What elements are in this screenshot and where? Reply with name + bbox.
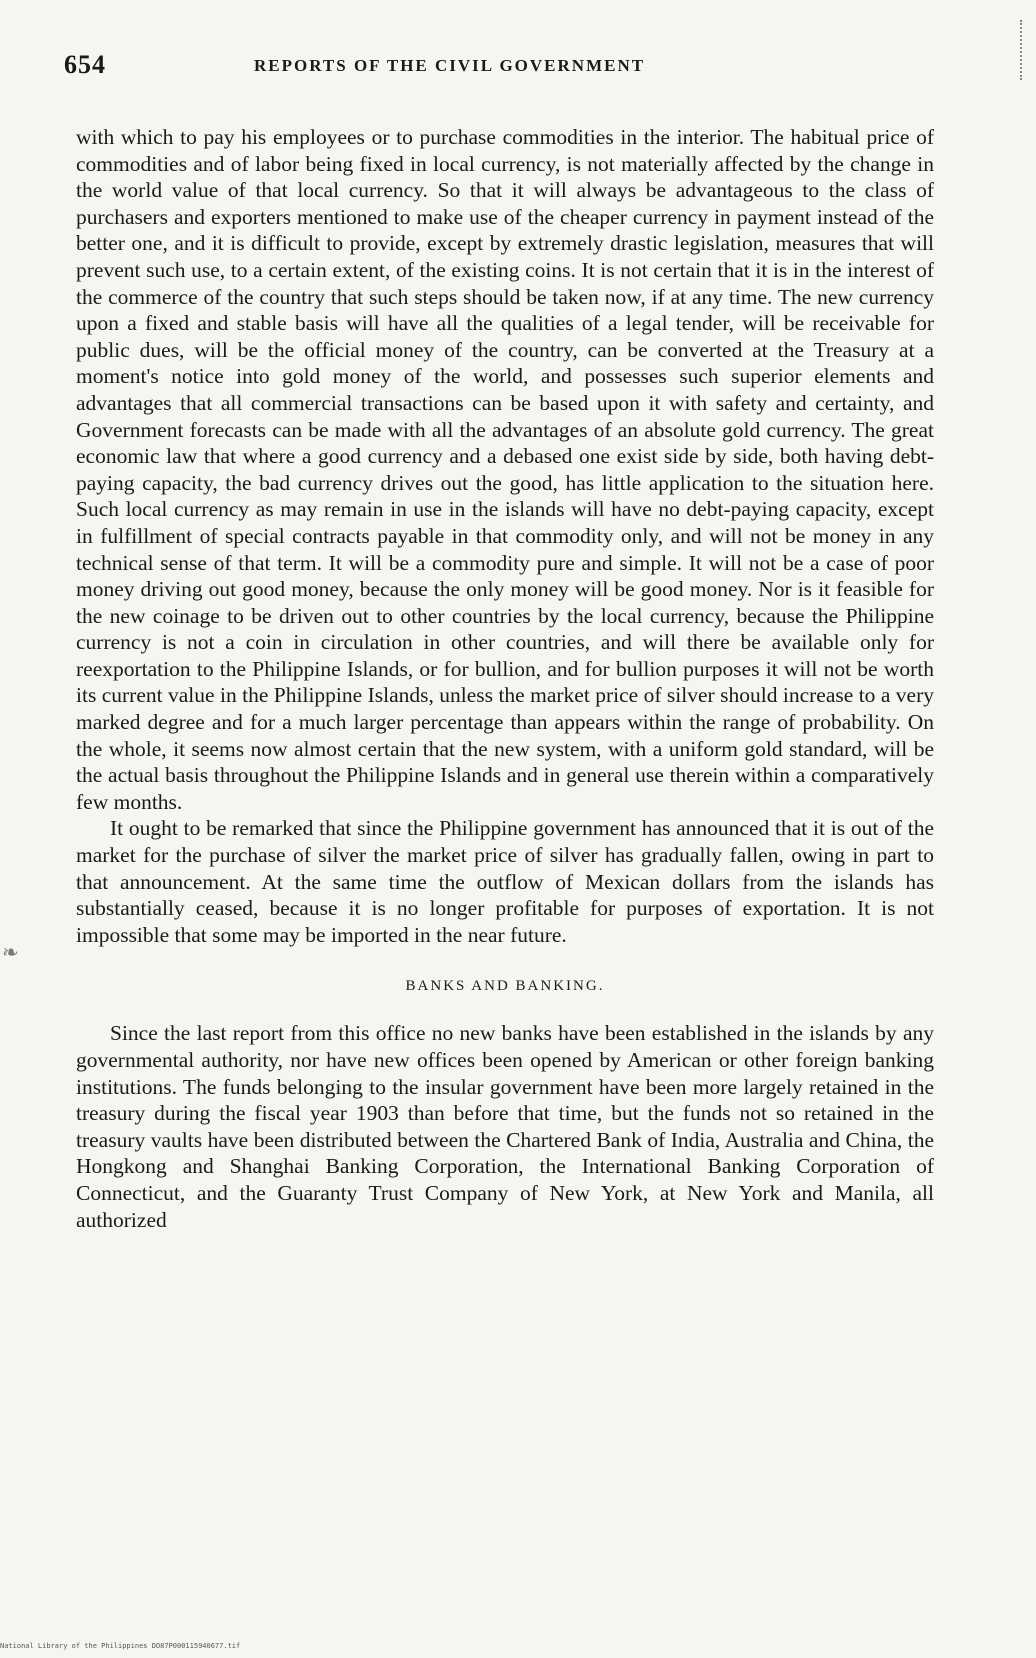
- page-number: 654: [64, 50, 106, 79]
- body-text: [76, 124, 934, 1233]
- running-head: REPORTS OF THE CIVIL GOVERNMENT: [254, 56, 646, 75]
- paragraph-banks: Since the last report from this office no new banks have been established in the islands by any governmental authority, nor have new offices been opened by American or other foreign banking institutions. The funds belonging to the insular government have been more largely retained in the treasury during the fiscal year 1903 than before that time, but the funds not so retained in the treasury vaults have been distributed between the Chartered Bank of India, Australia and China, the Hongkong and Shanghai Banking Corporation, the International Banking Corporation of Connecticut, and the Guaranty Trust Company of New York, at New York and Manila, all authorized: [76, 1021, 934, 1232]
- paragraph-continued: with which to pay his employees or to purchase commodities in the interior. The habitual price of commodities and of labor being fixed in local currency, is not materially affected by the change in the world value of that local currency. So that it will always be advantageous to the class of purchasers and exporters mentioned to make use of the cheaper currency in payment instead of the better one, and it is difficult to provide, except by extremely drastic legislation, measures that will prevent such use, to a certain extent, of the existing coins. It is not certain that it is in the interest of the commerce of the country that such steps should be taken now, if at any time. The new currency upon a fixed and stable basis will have all the qualities of a legal tender, will be receivable for public dues, will be the official money of the country, can be converted at the Treasury at a moment's notice into gold money of the world, and possesses such superior elements and advantages that all commercial transactions can be based upon it with safety and certainty, and Government forecasts can be made with all the advantages of an absolute gold currency. The great economic law that where a good currency and a debased one exist side by side, both having debt-paying capacity, the bad currency drives out the good, has little application to the situation here. Such local currency as may remain in use in the islands will have no debt-paying capacity, except in fulfillment of special contracts payable in that commodity only, and will not be money in any technical sense of that term. It will be a commodity pure and simple. It will not be a case of poor money driving out good money, because the only money will be good money. Nor is it feasible for the new coinage to be driven out to other countries by the local currency, because the Philippine currency is not a coin in circulation in other countries, and will there be available only for reexportation to the Philippine Islands, or for bullion, and for bullion purposes it will not be worth its current value in the Philippine Islands, unless the market price of silver should increase to a very marked degree and for a much larger percentage than appears within the range of probability. On the whole, it seems now almost certain that the new system, with a uniform gold standard, will be the actual basis throughout the Philippine Islands and in general use therein within a comparatively few months.: [76, 125, 934, 814]
- margin-mark: ❧: [2, 942, 19, 964]
- page-header: [64, 50, 934, 80]
- edge-mark: [1020, 20, 1032, 80]
- section-heading: BANKS AND BANKING.: [405, 978, 605, 995]
- paragraph-silver-market: It ought to be remarked that since the Philippine government has announced that it is out of the market for the purchase of silver the market price of silver has gradually fallen, owing in part to that announcement. At the same time the outflow of Mexican dollars from the islands has substantially ceased, because it is no longer profitable for purposes of exportation. It is not impossible that some may be imported in the near future.: [76, 816, 934, 947]
- scan-source-note: National Library of the Philippines DO87P000115940677.tif: [0, 1642, 241, 1650]
